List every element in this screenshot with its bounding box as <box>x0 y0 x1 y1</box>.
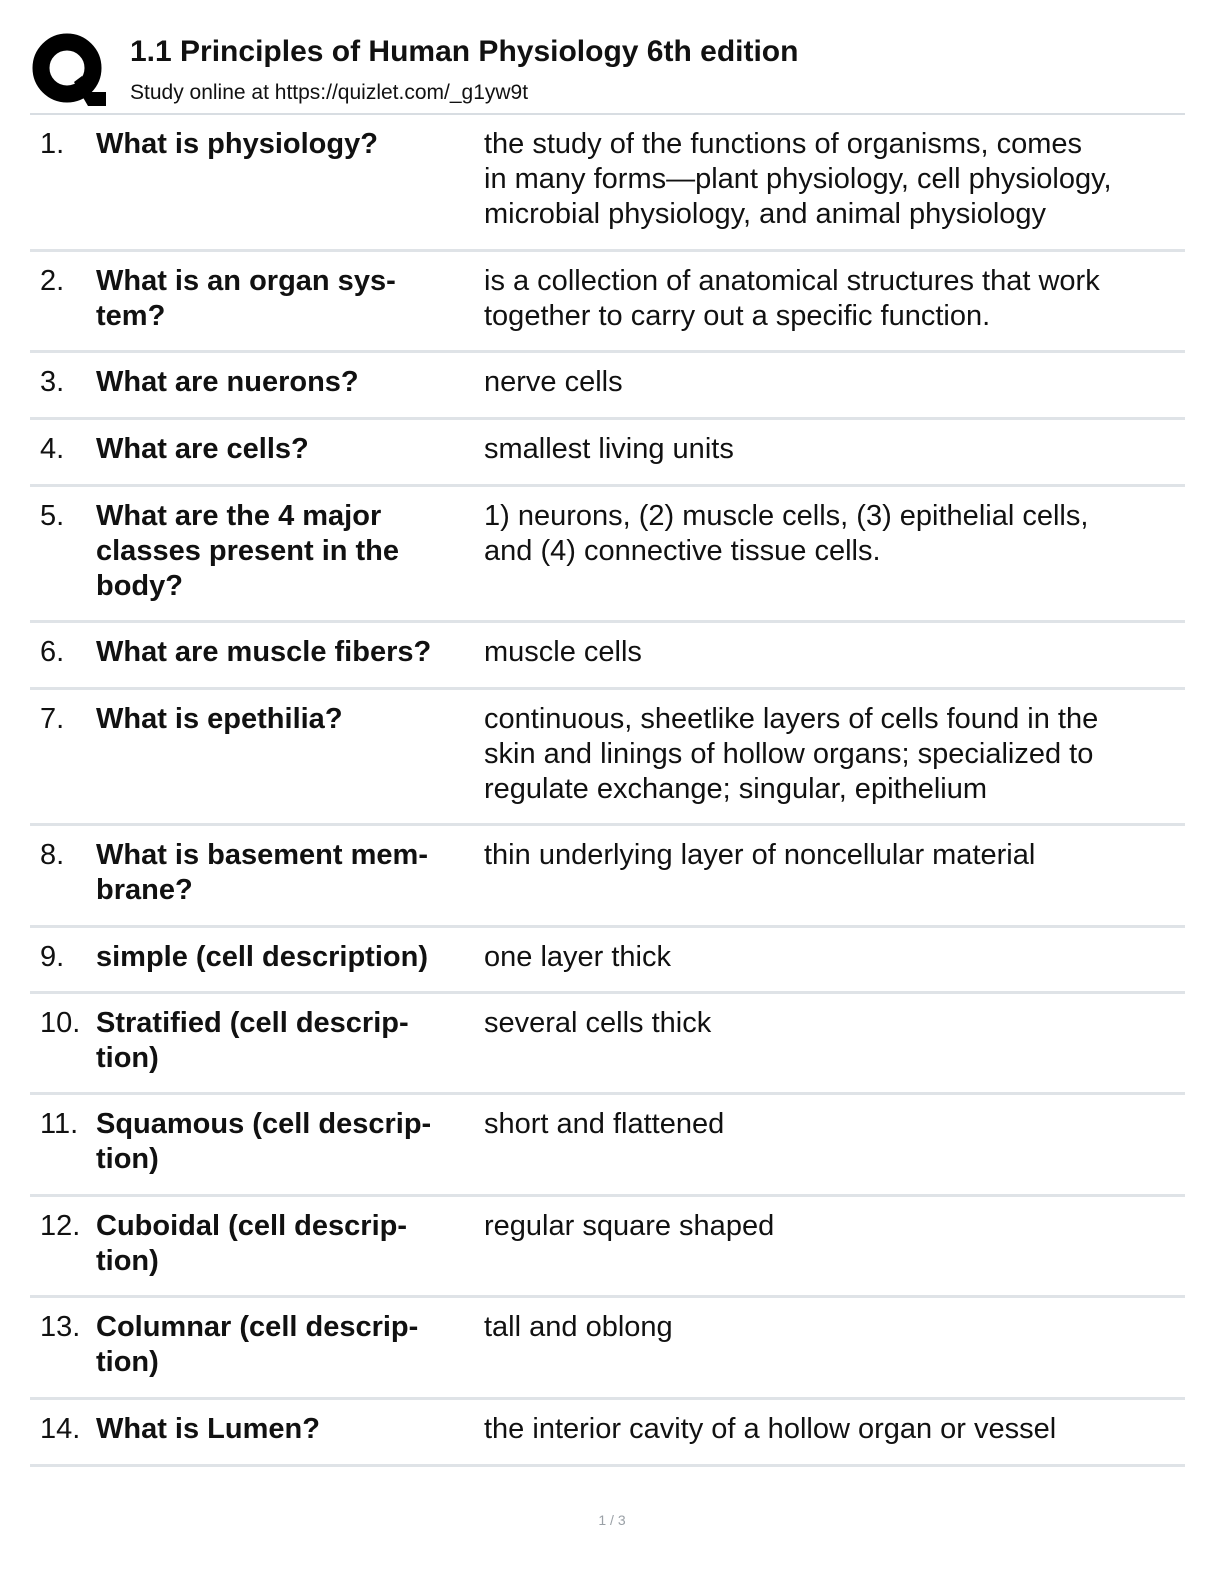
card-row <box>30 928 1185 994</box>
card-definition: the study of the functions of organisms, comes in many forms—plant physiology, cell physiology, microbial physiology, and animal physiology <box>484 128 1112 230</box>
card-number: 14. <box>40 1413 81 1445</box>
card-definition: muscle cells <box>484 636 642 668</box>
card-definition: is a collection of anatomical structures that work together to carry out a specific function. <box>484 265 1100 332</box>
card-row <box>30 994 1185 1095</box>
card-row <box>30 487 1185 623</box>
card-definition: 1) neurons, (2) muscle cells, (3) epithelial cells, and (4) connective tissue cells. <box>484 500 1089 567</box>
card-number: 3. <box>40 366 65 398</box>
study-online-link[interactable]: Study online at https://quizlet.com/_g1yw9t <box>130 81 529 104</box>
card-number: 6. <box>40 636 65 668</box>
card-definition: regular square shaped <box>484 1210 775 1242</box>
card-row <box>30 1197 1185 1298</box>
card-row <box>30 690 1185 826</box>
card-number: 12. <box>40 1210 81 1242</box>
card-definition: short and flattened <box>484 1108 725 1140</box>
card-row <box>30 826 1185 928</box>
card-number: 9. <box>40 941 65 973</box>
card-definition: the interior cavity of a hollow organ or vessel <box>484 1413 1057 1445</box>
card-term: Squamous (cell descrip- tion) <box>96 1108 432 1175</box>
card-term: What are cells? <box>96 433 309 465</box>
card-number: 4. <box>40 433 65 465</box>
card-definition: thin underlying layer of noncellular material <box>484 839 1036 871</box>
card-row <box>30 353 1185 420</box>
card-number: 2. <box>40 265 65 297</box>
card-number: 13. <box>40 1311 81 1343</box>
card-definition: nerve cells <box>484 366 623 398</box>
card-row <box>30 252 1185 353</box>
card-number: 8. <box>40 839 65 871</box>
card-number: 10. <box>40 1007 81 1039</box>
card-term: What are muscle fibers? <box>96 636 432 668</box>
card-term: What are nuerons? <box>96 366 359 398</box>
card-number: 1. <box>40 128 65 160</box>
card-definition: continuous, sheetlike layers of cells found in the skin and linings of hollow organs; specialized to regulate exchange; singular, epithelium <box>484 703 1099 805</box>
card-definition: tall and oblong <box>484 1311 673 1343</box>
page-number: 1 / 3 <box>598 1512 626 1528</box>
card-term: What is epethilia? <box>96 703 343 735</box>
card-row <box>30 623 1185 690</box>
card-row <box>30 1298 1185 1400</box>
flashcard-list <box>30 113 1185 1467</box>
card-term: Columnar (cell descrip- tion) <box>96 1311 419 1378</box>
card-term: What is Lumen? <box>96 1413 320 1445</box>
card-term: What is physiology? <box>96 128 378 160</box>
card-term: Stratified (cell descrip- tion) <box>96 1007 409 1074</box>
card-term: Cuboidal (cell descrip- tion) <box>96 1210 407 1277</box>
quizlet-logo-icon <box>30 30 108 108</box>
card-definition: several cells thick <box>484 1007 712 1039</box>
card-number: 7. <box>40 703 65 735</box>
card-definition: one layer thick <box>484 941 671 973</box>
card-row <box>30 1095 1185 1197</box>
card-term: What is basement mem- brane? <box>96 839 428 906</box>
card-term: simple (cell description) <box>96 941 428 973</box>
card-definition: smallest living units <box>484 433 734 465</box>
card-term: What is an organ sys- tem? <box>96 265 396 332</box>
card-row <box>30 115 1185 252</box>
card-term: What are the 4 major classes present in the body? <box>96 500 400 602</box>
card-row <box>30 1400 1185 1467</box>
card-number: 11. <box>40 1108 79 1140</box>
page-title: 1.1 Principles of Human Physiology 6th edition <box>130 35 799 68</box>
card-row <box>30 420 1185 487</box>
card-number: 5. <box>40 500 65 532</box>
